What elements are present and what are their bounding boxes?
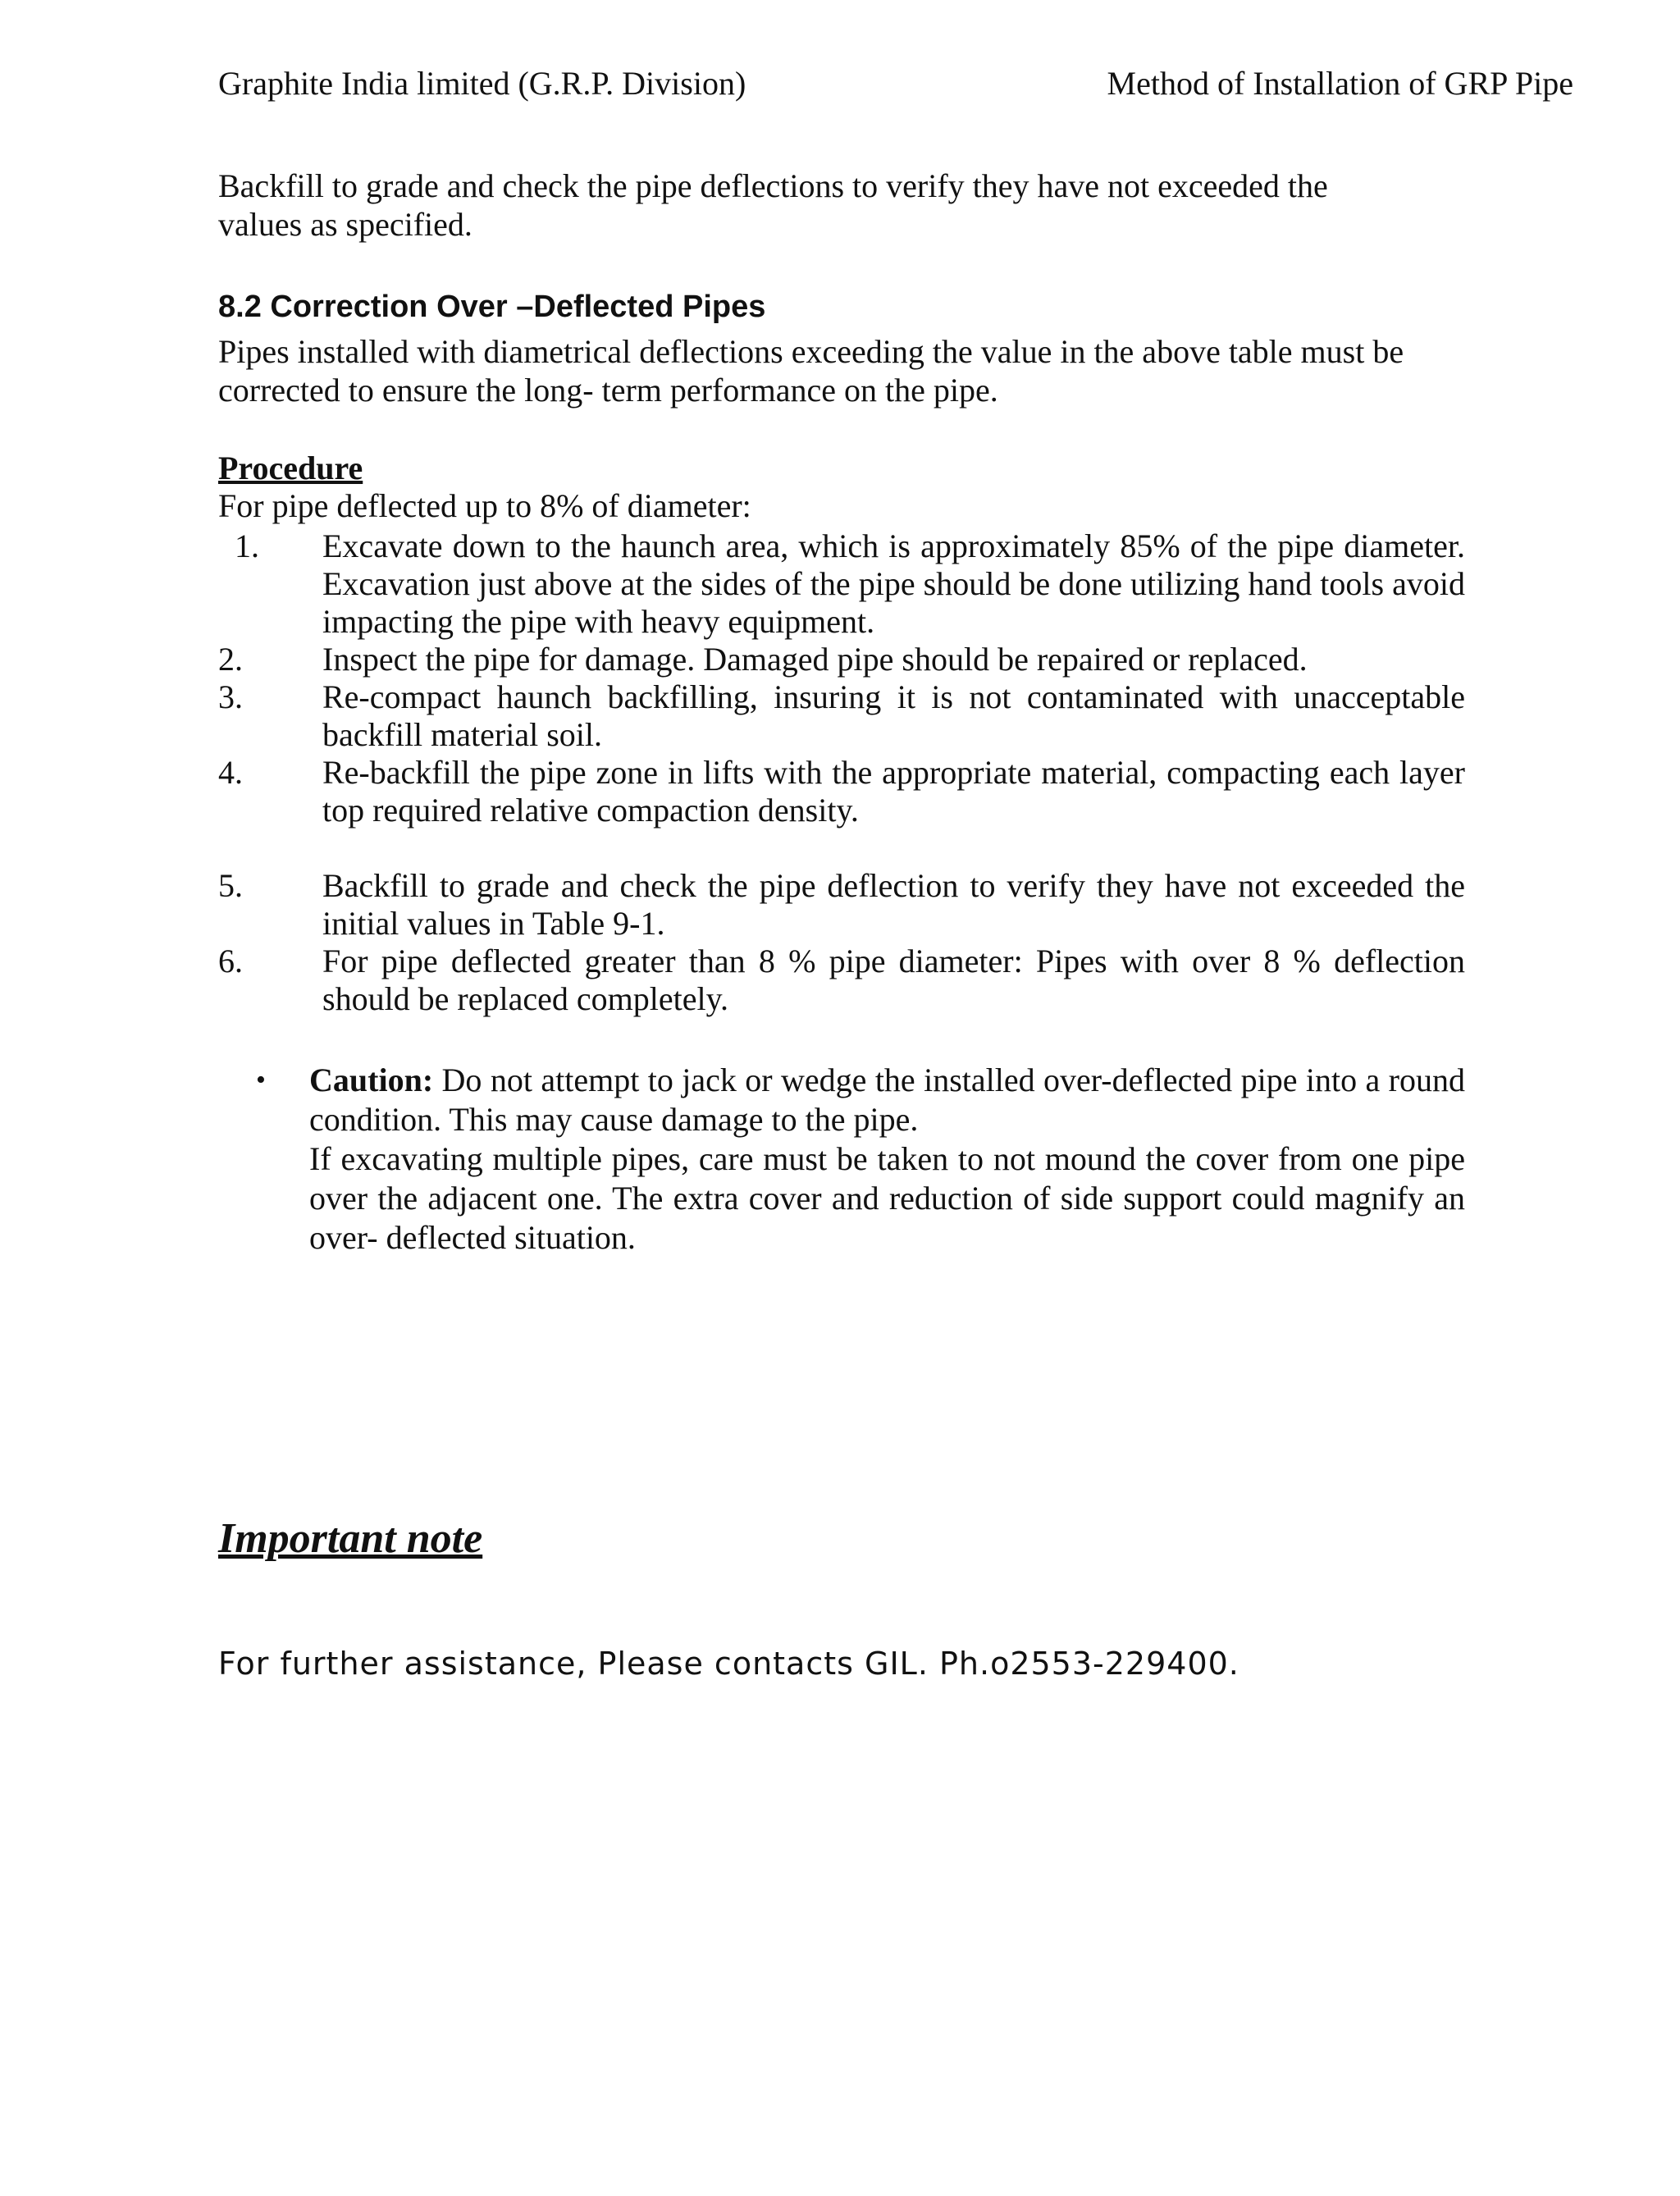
- step-number: 5.: [218, 867, 243, 904]
- step-text: For pipe deflected greater than 8 % pipe diameter: Pipes with over 8 % deflection should be replaced completely.: [322, 943, 1465, 1017]
- section-line-2: corrected to ensure the long- term performance on the pipe.: [218, 372, 998, 409]
- caution-text-1: Do not attempt to jack or wedge the installed over-deflected pipe into a round condition. This may cause damage to the pipe.: [309, 1061, 1465, 1138]
- step-number: 3.: [218, 678, 243, 715]
- procedure-step: [218, 641, 1465, 678]
- step-number: 2.: [218, 641, 243, 678]
- header-document-title: Method of Installation of GRP Pipe: [1107, 65, 1573, 102]
- section-paragraph: [218, 332, 1465, 409]
- procedure-header: [218, 450, 1465, 525]
- step-text: Re-compact haunch backfilling, insuring it is not contaminated with unacceptable backfill material soil.: [322, 678, 1465, 753]
- step-number: 1.: [235, 527, 259, 564]
- procedure-step: [218, 678, 1465, 754]
- intro-paragraph: [218, 167, 1465, 244]
- step-text: Inspect the pipe for damage. Damaged pipe should be repaired or replaced.: [322, 641, 1308, 678]
- important-note-heading: Important note: [218, 1515, 483, 1562]
- intro-line-1: Backfill to grade and check the pipe deflections to verify they have not exceeded the: [218, 167, 1328, 204]
- step-text: Re-backfill the pipe zone in lifts with the appropriate material, compacting each layer top required relative compaction density.: [322, 754, 1465, 829]
- procedure-step: [218, 754, 1465, 829]
- caution-paragraph-1: [309, 1061, 1465, 1139]
- section-line-1: Pipes installed with diametrical deflections exceeding the value in the above table must be: [218, 333, 1404, 370]
- procedure-step: [218, 867, 1465, 943]
- step-text: Backfill to grade and check the pipe deflection to verify they have not exceeded the initial values in Table 9-1.: [322, 867, 1465, 942]
- contact-line: For further assistance, Please contacts GIL. Ph.o2553-229400.: [218, 1646, 1239, 1682]
- step-text: Excavate down to the haunch area, which is approximately 85% of the pipe diameter. Excavation just above at the sides of the pipe should be done utilizing hand tools avoid impacting the pipe with heavy equipment.: [322, 527, 1465, 640]
- step-number: 6.: [218, 943, 243, 979]
- procedure-lead: For pipe deflected up to 8% of diameter:: [218, 487, 751, 524]
- caution-body: [309, 1061, 1465, 1258]
- section-heading: 8.2 Correction Over –Deflected Pipes: [218, 290, 766, 324]
- procedure-title: Procedure: [218, 450, 363, 486]
- step-spacer: [218, 829, 1465, 867]
- step-number: 4.: [218, 754, 243, 791]
- intro-line-2: values as specified.: [218, 206, 472, 243]
- caution-paragraph-2: If excavating multiple pipes, care must be taken to not mound the cover from one pipe over the adjacent one. The extra cover and reduction of side support could magnify an over- deflected situation.: [309, 1140, 1465, 1256]
- procedure-steps: [218, 527, 1465, 1018]
- procedure-step: [218, 943, 1465, 1018]
- page-header: [218, 59, 1573, 108]
- bullet-icon: •: [256, 1065, 266, 1095]
- header-company: Graphite India limited (G.R.P. Division): [218, 65, 746, 102]
- caution-block: [218, 1061, 1465, 1258]
- procedure-step: [218, 527, 1465, 641]
- caution-label: Caution:: [309, 1061, 434, 1098]
